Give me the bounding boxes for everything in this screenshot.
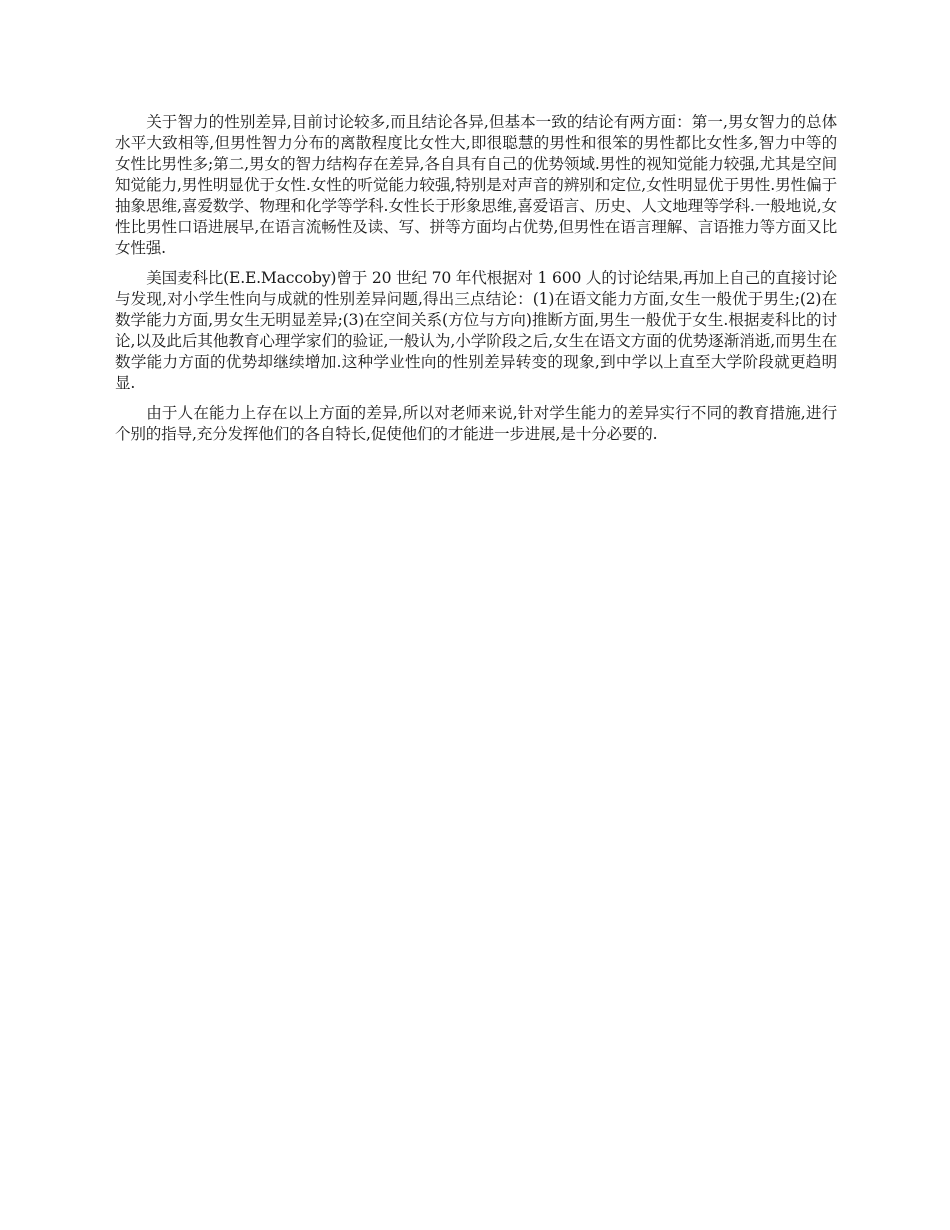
document-page xyxy=(115,112,837,454)
paragraph-teaching-implications: 由于人在能力上存在以上方面的差异,所以对老师来说,针对学生能力的差异实行不同的教育措施,进行个别的指导,充分发挥他们的各自特长,促使他们的才能进一步进展,是十分必要的. xyxy=(115,404,837,443)
paragraph-maccoby-study: 美国麦科比(E.E.Maccoby)曾于 20 世纪 70 年代根据对 1 600 人的讨论结果,再加上自己的直接讨论与发现,对小学生性向与成就的性别差异问题,得出三点结论：(1)在语文能力方面,女生一般优于男生;(2)在数学能力方面,男女生无明显差异;(3)在空间关系(方位与方向)推断方面,男生一般优于女生.根据麦科比的讨论,以及此后其他教育心理学家们的验证,一般认为,小学阶段之后,女生在语文方面的优势逐渐消逝,而男生在数学能力方面的优势却继续增加.这种学业性向的性别差异转变的现象,到中学以上直至大学阶段就更趋明显. xyxy=(115,269,837,392)
paragraph-gender-intelligence: 关于智力的性别差异,目前讨论较多,而且结论各异,但基本一致的结论有两方面：第一,男女智力的总体水平大致相等,但男性智力分布的离散程度比女性大,即很聪慧的男性和很笨的男性都比女性多,智力中等的女性比男性多;第二,男女的智力结构存在差异,各自具有自己的优势领域.男性的视知觉能力较强,尤其是空间知觉能力,男性明显优于女性.女性的听觉能力较强,特别是对声音的辨别和定位,女性明显优于男性.男性偏于抽象思维,喜爱数学、物理和化学等学科.女性长于形象思维,喜爱语言、历史、人文地理等学科.一般地说,女性比男性口语进展早,在语言流畅性及读、写、拼等方面均占优势,但男性在语言理解、言语推力等方面又比女性强. xyxy=(115,113,837,257)
